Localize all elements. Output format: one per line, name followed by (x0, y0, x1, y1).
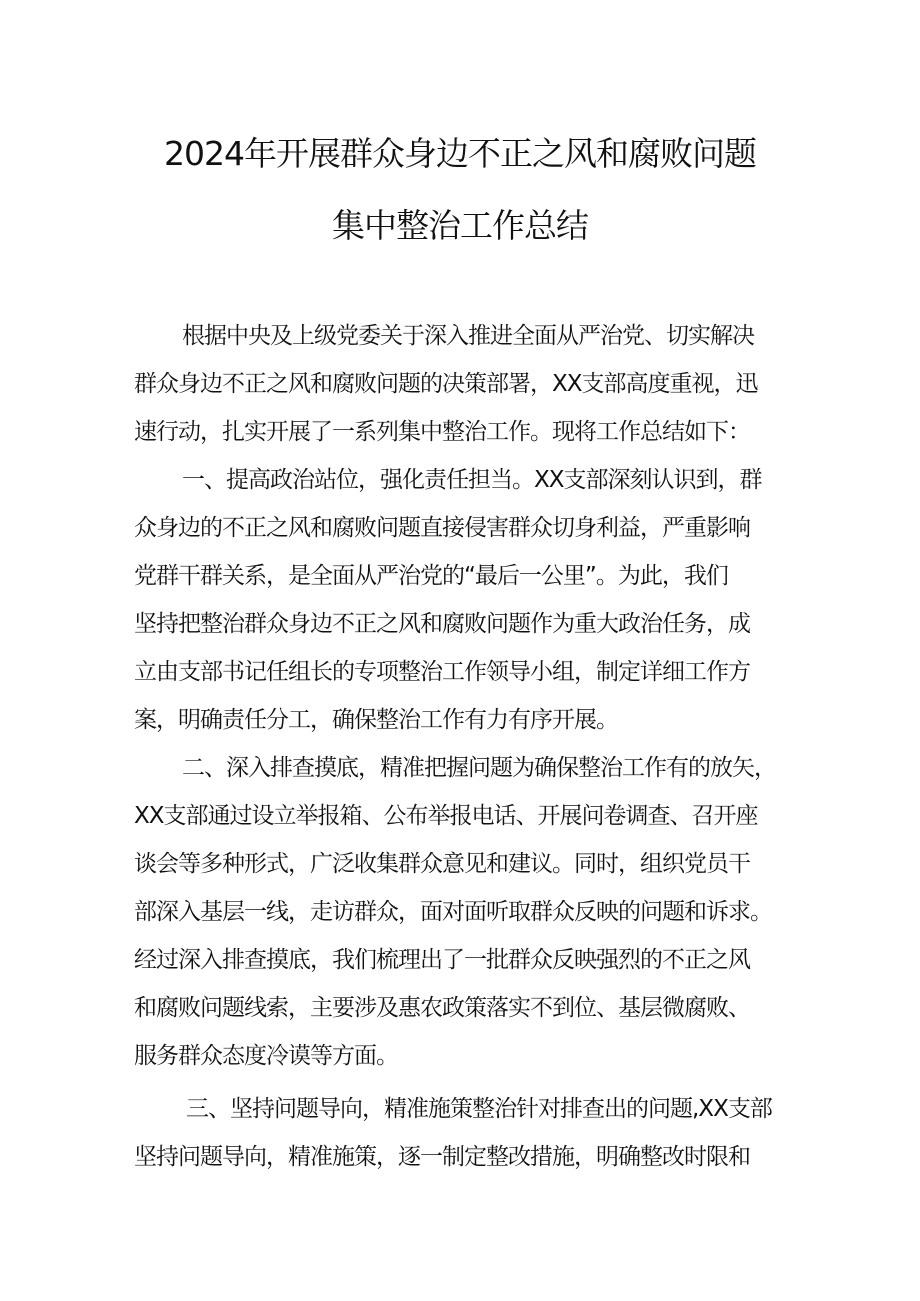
body-line: 案，明确责任分工，确保整治工作有力有序开展。 (134, 707, 618, 733)
body-line: 坚持把整治群众身边不正之风和腐败问题作为重大政治任务，成 (134, 611, 750, 637)
body-line: 谈会等多种形式，广泛收集群众意见和建议。同时，组织党员干 (134, 851, 750, 877)
body-line: 和腐败问题线索，主要涉及惠农政策落实不到位、基层微腐败、 (134, 995, 750, 1021)
document-title-line-1: 2024年开展群众身边不正之风和腐败问题 (164, 134, 756, 173)
body-line: 党群干群关系，是全面从严治党的“最后一公里”。为此，我们 (134, 563, 728, 589)
body-line: 速行动，扎实开展了一系列集中整治工作。现将工作总结如下： (134, 419, 750, 445)
body-line: 坚持问题导向，精准施策，逐一制定整改措施，明确整改时限和 (134, 1144, 750, 1170)
body-line: XX支部通过设立举报箱、公布举报电话、开展问卷调查、召开座 (134, 803, 758, 829)
body-line: 二、深入排查摸底，精准把握问题为确保整治工作有的放矢， (182, 755, 776, 781)
body-line: 立由支部书记任组长的专项整治工作领导小组，制定详细工作方 (134, 659, 750, 685)
document-title-line-2: 集中整治工作总结 (332, 206, 588, 245)
body-line: 群众身边不正之风和腐败问题的决策部署，XX支部高度重视，迅 (134, 371, 758, 397)
body-line: 经过深入排查摸底，我们梳理出了一批群众反映强烈的不正之风 (134, 947, 750, 973)
body-line: 众身边的不正之风和腐败问题直接侵害群众切身利益，严重影响 (134, 515, 750, 541)
body-line: 三、坚持问题导向，精准施策整治针对排查出的问题,XX支部 (186, 1096, 772, 1122)
body-line: 部深入基层一线，走访群众，面对面听取群众反映的问题和诉求。 (134, 899, 772, 925)
body-line: 服务群众态度冷谟等方面。 (134, 1043, 398, 1069)
body-line: 一、提高政治站位，强化责任担当。XX支部深刻认识到，群 (182, 467, 762, 493)
body-line: 根据中央及上级党委关于深入推进全面从严治党、切实解决 (182, 323, 754, 349)
